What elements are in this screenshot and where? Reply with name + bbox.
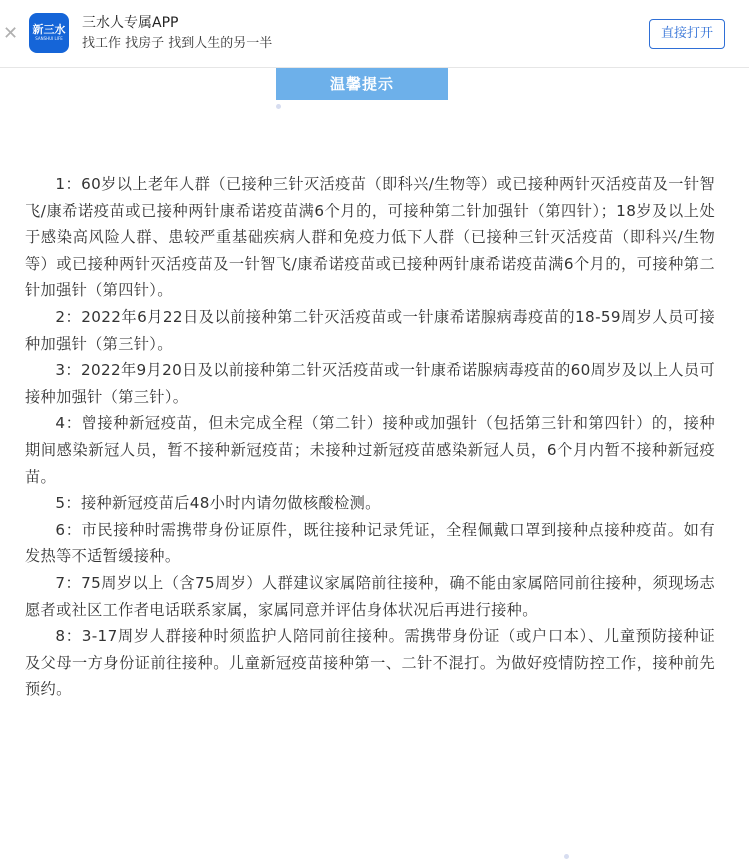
notice-title: 温馨提示 xyxy=(329,74,394,93)
notice-content xyxy=(25,171,715,703)
logo-text: 新三水 xyxy=(32,23,66,36)
notice-paragraph-2: 2：2022年6月22日及以前接种第二针灭活疫苗或一针康希诺腺病毒疫苗的18-59周岁人员可接种加强针（第三针）。 xyxy=(25,307,715,353)
app-slogan: 找工作 找房子 找到人生的另一半 xyxy=(82,36,273,51)
app-name: 三水人专属APP xyxy=(82,15,179,31)
notice-paragraph-8: 8：3-17周岁人群接种时须监护人陪同前往接种。需携带身份证（或户口本）、儿童预防接种证及父母一方身份证前往接种。儿童新冠疫苗接种第一、二针不混打。为做好疫情防控工作，接种前先预约。 xyxy=(25,627,715,699)
notice-paragraph-6: 6：市民接种时需携带身份证原件，既往接种记录凭证，全程佩戴口罩到接种点接种疫苗。如有发热等不适暂缓接种。 xyxy=(25,520,715,566)
decorative-dot xyxy=(564,854,569,859)
notice-paragraph-3: 3：2022年9月20日及以前接种第二针灭活疫苗或一针康希诺腺病毒疫苗的60周岁及以上人员可接种加强针（第三针）。 xyxy=(25,361,715,406)
app-download-banner[interactable] xyxy=(0,0,749,68)
notice-title-box xyxy=(276,66,448,100)
open-app-button[interactable]: 直接打开 xyxy=(649,19,725,49)
notice-paragraph-5: 5：接种新冠疫苗后48小时内请勿做核酸检测。 xyxy=(55,494,381,513)
notice-paragraph-7: 7：75周岁以上（含75周岁）人群建议家属陪前往接种，确不能由家属陪同前往接种，须现场志愿者或社区工作者电话联系家属，家属同意并评估身体状况后再进行接种。 xyxy=(25,573,715,619)
app-logo[interactable] xyxy=(29,13,69,53)
notice-paragraph-1: 1：60岁以上老年人群（已接种三针灭活疫苗（即科兴/生物等）或已接种两针灭活疫苗及一针智飞/康希诺疫苗或已接种两针康希诺疫苗满6个月的，可接种第二针加强针（第四针）；18岁及以上处于感染高风险人群、患较严重基础疾病人群和免疫力低下人群（已接种三针灭活疫苗（即科兴/生物等）或已接种两针灭活疫苗及一针智飞/康希诺疫苗或已接种两针康希诺疫苗满6个月的，可接种第二针加强针（第四针）。 xyxy=(25,175,715,300)
notice-paragraph-4: 4：曾接种新冠疫苗，但未完成全程（第二针）接种或加强针（包括第三针和第四针）的，接种期间感染新冠人员，暂不接种新冠疫苗；未接种过新冠疫苗感染新冠人员，6个月内暂不接种新冠疫苗。 xyxy=(25,414,715,486)
close-icon[interactable]: ✕ xyxy=(3,23,19,44)
decorative-dot xyxy=(276,104,281,109)
logo-subtext: SANSHUI LIFE xyxy=(35,36,63,41)
